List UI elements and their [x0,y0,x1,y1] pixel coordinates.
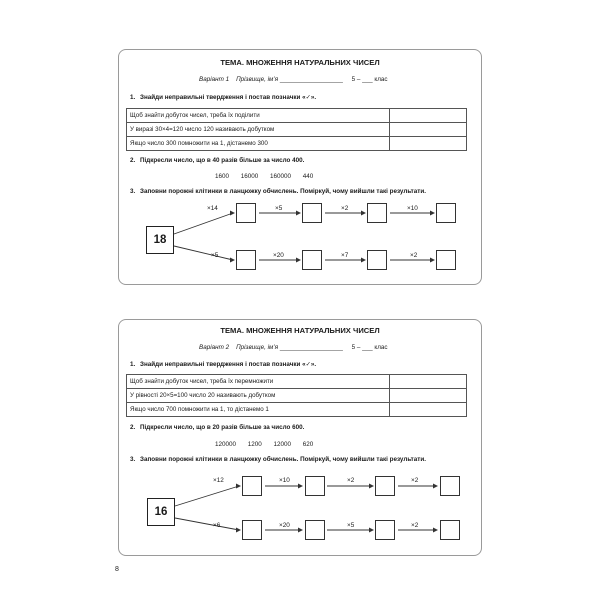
class-label: 5 – ___ клас [351,344,388,351]
number-option[interactable]: 12000 [273,441,292,448]
statement-text: Якщо число 700 помножити на 1, то дістанемо 1 [127,403,390,417]
statement-text: У рівності 20×5=100 число 20 називають добутком [127,389,390,403]
start-number: 16 [147,498,175,526]
answer-cell[interactable] [436,250,456,270]
statement-text: У виразі 30×4=120 число 120 називають добутком [127,123,390,137]
task-text: Заповни порожні клітинки в ланцюжку обчислень. Поміркуй, чому вийшли такі результати. [140,188,426,195]
operation-label: ×2 [341,205,349,212]
number-option[interactable]: 1200 [247,441,262,448]
task-number: 3. [130,188,136,195]
task-number: 2. [130,424,136,431]
operation-label: ×2 [411,477,419,484]
statement-text: Щоб знайти добуток чисел, треба їх перемножити [127,375,390,389]
answer-cell[interactable] [375,476,395,496]
name-label: Прізвище, ім’я [236,344,279,351]
operation-label: ×6 [213,522,221,529]
worksheet-title: ТЕМА. МНОЖЕННЯ НАТУРАЛЬНИХ ЧИСЕЛ [220,58,380,67]
operation-label: ×12 [213,477,224,484]
operation-label: ×10 [279,477,290,484]
variant-label: Варіант 1 [199,76,230,83]
answer-cell[interactable] [305,476,325,496]
task-number: 3. [130,456,136,463]
task-number: 2. [130,157,136,164]
class-label: 5 – ___ клас [351,76,388,83]
worksheet-variant-1 [118,49,482,285]
answer-cell[interactable] [367,203,387,223]
name-blank: __________________ [279,344,343,351]
name-blank: __________________ [279,76,343,83]
operation-label: ×14 [207,205,218,212]
operation-label: ×5 [347,522,355,529]
operation-label: ×10 [407,205,418,212]
operation-label: ×20 [273,252,284,259]
answer-cell[interactable] [302,203,322,223]
task-text: Заповни порожні клітинки в ланцюжку обчислень. Поміркуй, чому вийшли такі результати. [140,456,426,463]
page-number: 8 [115,566,119,573]
operation-label: ×2 [410,252,418,259]
operation-label: ×20 [279,522,290,529]
worksheet-variant-2 [118,319,482,556]
task-text: Підкресли число, що в 20 разів більше за число 600. [140,424,305,431]
number-option[interactable]: 1600 [215,173,230,180]
operation-label: ×7 [341,252,349,259]
task-text: Підкресли число, що в 40 разів більше за число 400. [140,157,305,164]
name-label: Прізвище, ім’я [236,76,279,83]
number-option[interactable]: 120000 [215,441,237,448]
answer-cell[interactable] [367,250,387,270]
number-option[interactable]: 440 [302,173,314,180]
task-number: 1. [130,361,136,368]
statement-text: Щоб знайти добуток чисел, треба їх поділити [127,109,390,123]
operation-label: ×5 [211,252,219,259]
start-number: 18 [146,226,174,254]
number-option[interactable]: 620 [302,441,314,448]
variant-label: Варіант 2 [199,344,230,351]
answer-cell[interactable] [236,203,256,223]
answer-cell[interactable] [440,476,460,496]
answer-cell[interactable] [375,520,395,540]
answer-cell[interactable] [436,203,456,223]
answer-cell[interactable] [305,520,325,540]
answer-cell[interactable] [236,250,256,270]
task-text: Знайди неправильні твердження і постав позначки «✓». [140,361,317,368]
number-option[interactable]: 16000 [240,173,259,180]
answer-cell[interactable] [302,250,322,270]
answer-cell[interactable] [242,520,262,540]
answer-cell[interactable] [440,520,460,540]
number-option[interactable]: 160000 [270,173,292,180]
operation-label: ×2 [347,477,355,484]
answer-cell[interactable] [242,476,262,496]
operation-label: ×2 [411,522,419,529]
statement-text: Якщо число 300 помножити на 1, дістанемо 300 [127,137,390,151]
task-text: Знайди неправильні твердження і постав позначки «✓». [140,94,317,101]
operation-label: ×5 [275,205,283,212]
worksheet-title: ТЕМА. МНОЖЕННЯ НАТУРАЛЬНИХ ЧИСЕЛ [220,326,380,335]
task-number: 1. [130,94,136,101]
